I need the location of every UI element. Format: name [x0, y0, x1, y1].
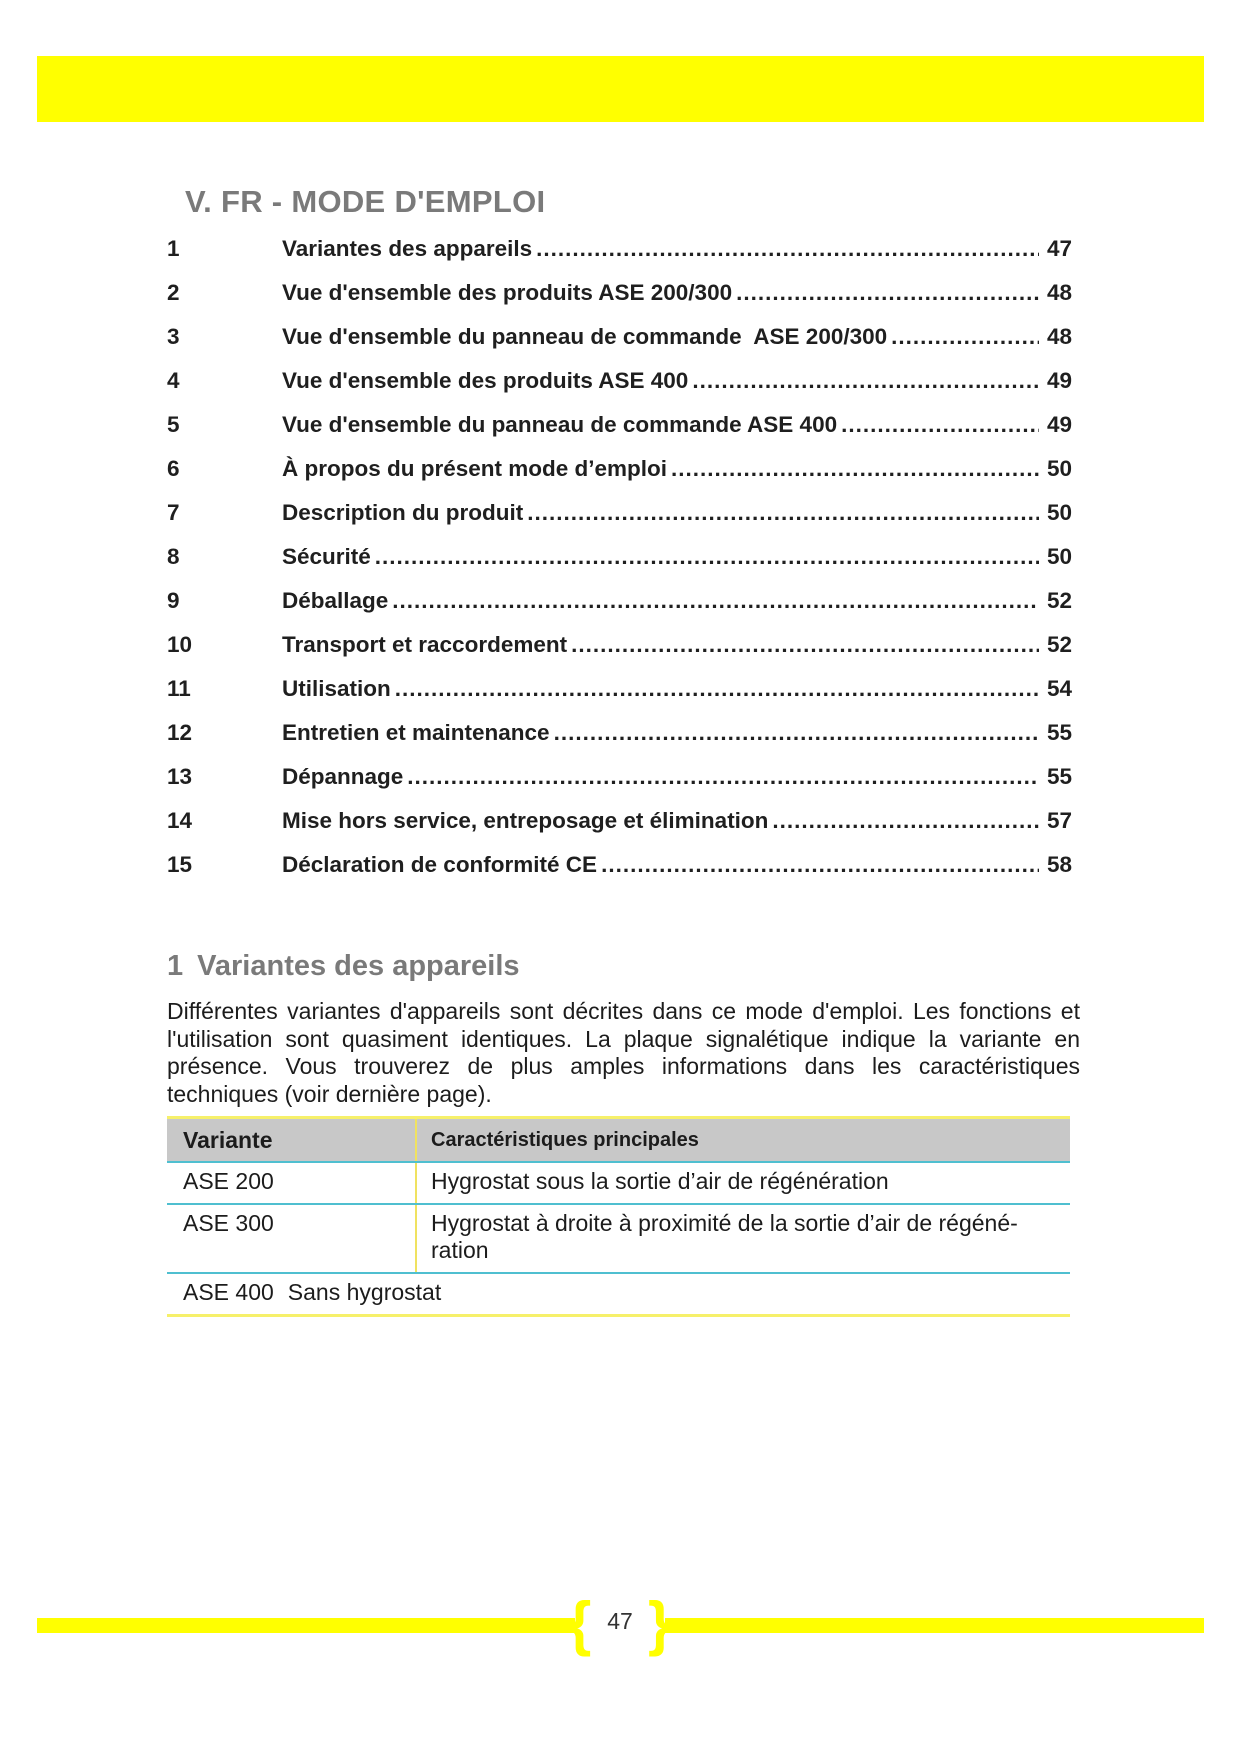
toc-entry[interactable] [167, 236, 1072, 280]
toc-page: 58 [1046, 852, 1072, 877]
toc-leader [841, 412, 1039, 438]
toc-number: 11 [167, 676, 191, 701]
variant-cell-inline [167, 1273, 1070, 1316]
toc-number: 14 [167, 808, 193, 833]
toc-leader [392, 588, 1039, 614]
toc-entry[interactable] [167, 764, 1072, 808]
toc-title: Sécurité [282, 544, 371, 569]
toc-title: Mise hors service, entreposage et élimination [282, 808, 769, 833]
section-number: 1 [167, 950, 184, 982]
toc-leader [571, 632, 1039, 658]
toc-entry[interactable] [167, 852, 1072, 896]
toc-page: 55 [1046, 764, 1072, 789]
toc-entry[interactable] [167, 324, 1072, 368]
toc-entry[interactable] [167, 588, 1072, 632]
toc-title: Déballage [282, 588, 389, 613]
section-title: Variantes des appareils [197, 950, 520, 982]
toc-title: Vue d'ensemble du panneau de commande ASE 200/300 [282, 324, 888, 349]
table-of-contents [167, 236, 1072, 896]
column-header-variant: Variante [167, 1118, 416, 1163]
toc-page: 48 [1046, 280, 1072, 305]
toc-title: Vue d'ensemble des produits ASE 400 [282, 368, 689, 393]
toc-title: Dépannage [282, 764, 404, 789]
toc-leader [736, 280, 1039, 306]
toc-leader [375, 544, 1039, 570]
header-band [37, 56, 1204, 122]
feature-cell: Hygrostat sous la sortie d’air de régénération [416, 1162, 1070, 1204]
toc-leader [554, 720, 1039, 746]
chapter-title: V. FR - MODE D'EMPLOI [185, 184, 546, 219]
table-row [167, 1162, 1070, 1204]
toc-entry[interactable] [167, 720, 1072, 764]
toc-title: À propos du présent mode d’emploi [282, 456, 668, 481]
toc-entry[interactable] [167, 632, 1072, 676]
right-brace-icon: } [648, 1590, 672, 1657]
column-header-features: Caractéristiques principales [416, 1118, 1070, 1163]
toc-leader [536, 236, 1039, 262]
toc-number: 3 [167, 324, 180, 349]
toc-leader [527, 500, 1039, 526]
toc-leader [395, 676, 1039, 702]
toc-entry[interactable] [167, 280, 1072, 324]
page-number: 47 [607, 1608, 633, 1634]
toc-entry[interactable] [167, 808, 1072, 852]
toc-leader [772, 808, 1039, 834]
toc-entry[interactable] [167, 456, 1072, 500]
feature-cell: Hygrostat à droite à proximité de la sortie d’air de régéné- ration [416, 1204, 1070, 1273]
variant-cell: ASE 200 [167, 1162, 416, 1204]
toc-title: Transport et raccordement [282, 632, 568, 657]
toc-page: 52 [1046, 588, 1072, 613]
toc-title: Entretien et maintenance [282, 720, 550, 745]
toc-entry[interactable] [167, 544, 1072, 588]
toc-title: Utilisation [282, 676, 391, 701]
toc-page: 48 [1046, 324, 1072, 349]
toc-leader [601, 852, 1039, 878]
toc-number: 9 [167, 588, 180, 613]
toc-entry[interactable] [167, 412, 1072, 456]
toc-page: 50 [1046, 544, 1072, 569]
table-header-row [167, 1118, 1070, 1163]
toc-entry[interactable] [167, 500, 1072, 544]
section-paragraph: Différentes variantes d'appareils sont décrites dans ce mode d'emploi. Les fonctions et l'utilisation sont quasiment identiques. La plaque signalétique indique la variante en présence. Vous trouverez de plus amples informations dans les caractéristiques techniques (voir dernière page). [167, 998, 1080, 1107]
toc-number: 12 [167, 720, 193, 745]
left-brace-icon: { [568, 1590, 592, 1657]
toc-page: 49 [1046, 368, 1072, 393]
toc-page: 57 [1046, 808, 1072, 833]
toc-page: 50 [1046, 500, 1072, 525]
toc-page: 52 [1046, 632, 1072, 657]
toc-number: 6 [167, 456, 180, 481]
toc-leader [891, 324, 1039, 350]
toc-number: 7 [167, 500, 180, 525]
toc-leader [692, 368, 1039, 394]
toc-number: 10 [167, 632, 193, 657]
toc-page: 55 [1046, 720, 1072, 745]
toc-number: 13 [167, 764, 193, 789]
toc-number: 8 [167, 544, 180, 569]
toc-number: 5 [167, 412, 180, 437]
section-heading [167, 950, 520, 983]
table-row [167, 1204, 1070, 1273]
toc-entry[interactable] [167, 676, 1072, 720]
variant-name: ASE 400 [183, 1279, 274, 1305]
toc-number: 2 [167, 280, 180, 305]
variants-table [167, 1116, 1070, 1317]
toc-page: 47 [1046, 236, 1072, 261]
toc-number: 15 [167, 852, 193, 877]
toc-number: 4 [167, 368, 180, 393]
toc-title: Vue d'ensemble des produits ASE 200/300 [282, 280, 733, 305]
toc-number: 1 [167, 236, 180, 261]
variant-feature: Sans hygrostat [287, 1279, 442, 1305]
toc-title: Variantes des appareils [282, 236, 533, 261]
toc-title: Description du produit [282, 500, 524, 525]
toc-title: Déclaration de conformité CE [282, 852, 598, 877]
toc-title: Vue d'ensemble du panneau de commande ASE 400 [282, 412, 838, 437]
toc-leader [671, 456, 1039, 482]
table-row [167, 1273, 1070, 1316]
toc-page: 50 [1046, 456, 1072, 481]
toc-page: 54 [1046, 676, 1072, 701]
toc-page: 49 [1046, 412, 1072, 437]
toc-leader [407, 764, 1039, 790]
toc-entry[interactable] [167, 368, 1072, 412]
variant-cell: ASE 300 [167, 1204, 416, 1273]
